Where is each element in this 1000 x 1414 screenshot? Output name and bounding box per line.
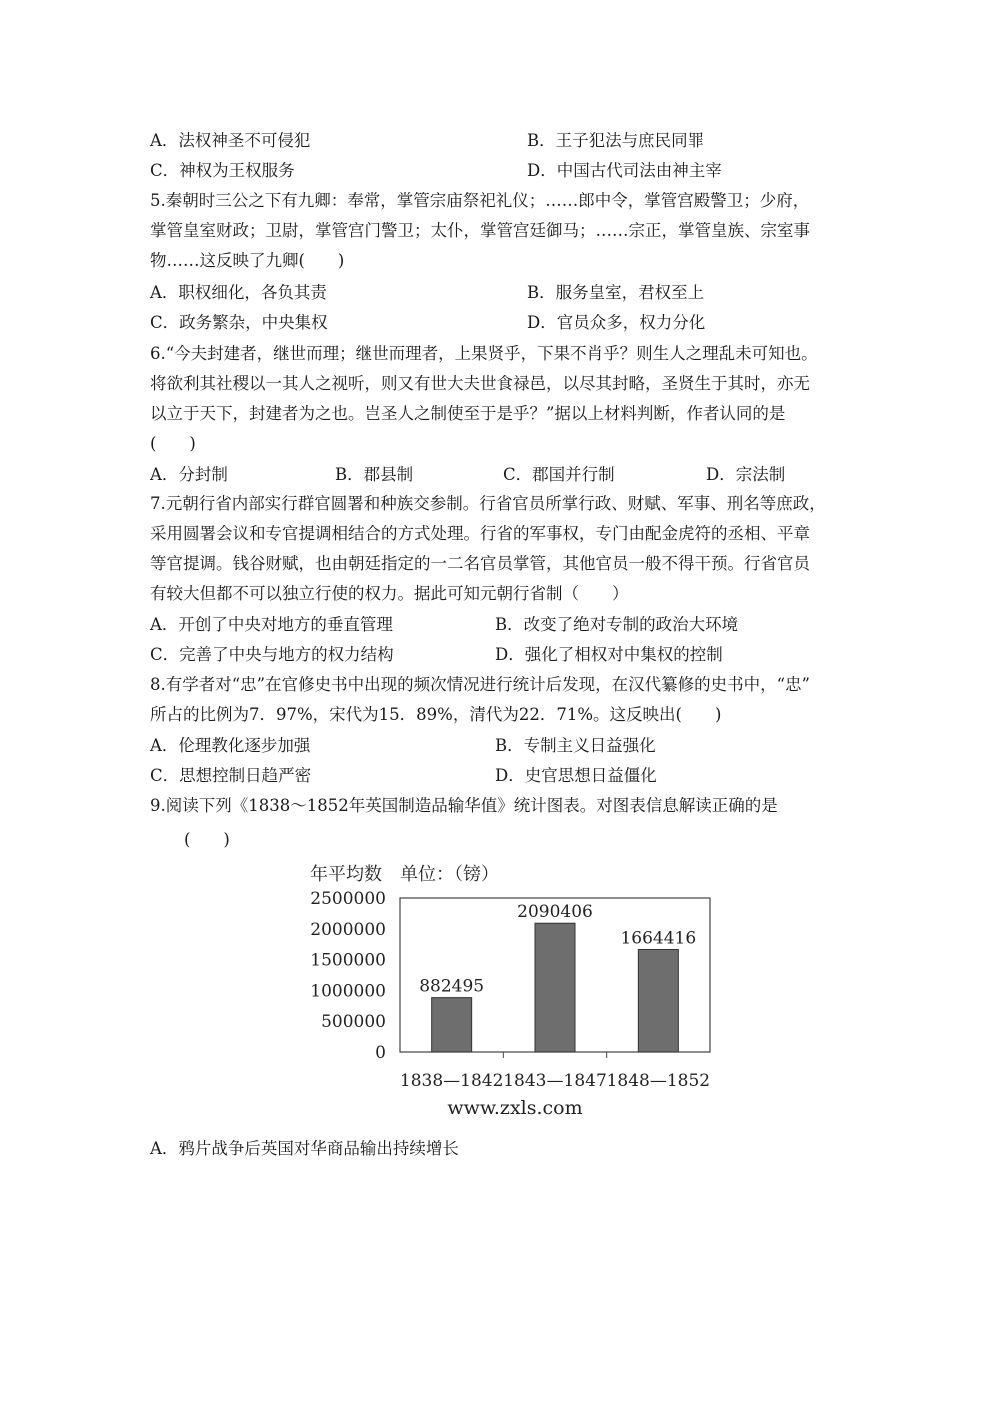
q6-stem-line-3: 以立于天下，封建者为之也。岂圣人之制使至于是乎？”据以上材料判断，作者认同的是 [150, 404, 786, 423]
q5-stem-line-3: 物……这反映了九卿( ) [150, 251, 345, 270]
bar [432, 998, 472, 1052]
q6-option-c[interactable]: C．郡国并行制 [503, 465, 615, 484]
q6-stem-line-4: ( ) [150, 434, 196, 453]
q7-stem-line-2: 采用圆署会议和专官提调相结合的方式处理。行省的军事权，专门由配金虎符的丞相、平章 [150, 524, 810, 543]
q7-stem-line-4: 有较大但都不可以独立行使的权力。据此可知元朝行省制（ ） [150, 584, 629, 603]
q6-option-b[interactable]: B．郡县制 [335, 465, 414, 484]
q6-option-d[interactable]: D．宗法制 [706, 465, 786, 484]
q5-stem-line-1: 5.秦朝时三公之下有九卿：奉常，掌管宗庙祭祀礼仪；……郎中令，掌管宫殿警卫；少府， [150, 191, 810, 210]
q7-stem-line-1: 7.元朝行省内部实行群官圆署和种族交参制。行省官员所掌行政、财赋、军事、刑名等庶政， [150, 494, 826, 513]
q8-option-d[interactable]: D．史官思想日益僵化 [495, 766, 657, 785]
y-tick-label: 2500000 [310, 889, 386, 909]
q6-option-a[interactable]: A．分封制 [150, 465, 228, 484]
bar-value-label: 1664416 [620, 928, 697, 949]
y-tick-label: 0 [375, 1043, 386, 1063]
q8-option-b[interactable]: B．专制主义日益强化 [495, 736, 656, 755]
q7-stem-line-3: 等官提调。钱谷财赋，也由朝廷指定的一二名官员掌管，其他官员一般不得干预。行省官员 [150, 554, 810, 573]
y-tick-label: 1000000 [310, 981, 386, 1002]
y-tick-label: 2000000 [310, 919, 386, 940]
x-tick-label: 1848—1852 [606, 1071, 711, 1091]
x-tick-label: 1843—1847 [503, 1071, 607, 1091]
q4-option-a[interactable]: A．法权神圣不可侵犯 [150, 131, 311, 150]
q6-stem-line-2: 将欲利其社稷以一其人之视听，则又有世大夫世食禄邑，以尽其封略，圣贤生于其时，亦无 [150, 374, 810, 393]
q7-option-d[interactable]: D．强化了相权对中集权的控制 [495, 645, 723, 664]
y-tick-label: 500000 [321, 1012, 386, 1033]
q8-option-a[interactable]: A．伦理教化逐步加强 [150, 736, 311, 755]
bar-chart-svg [300, 858, 730, 1123]
bar [535, 923, 575, 1052]
q4-option-c[interactable]: C．神权为王权服务 [150, 161, 295, 180]
q7-option-b[interactable]: B．改变了绝对专制的政治大环境 [495, 615, 739, 634]
export-value-chart [300, 858, 730, 1123]
bar [638, 949, 678, 1052]
x-tick-label: 1838—1842 [399, 1071, 504, 1091]
chart-title: 年平均数 单位：（镑） [310, 864, 499, 885]
q8-stem-line-1: 8.有学者对“忠”在官修史书中出现的频次情况进行统计后发现，在汉代纂修的史书中，“忠” [150, 675, 810, 694]
q9-option-a[interactable]: A．鸦片战争后英国对华商品输出持续增长 [150, 1139, 459, 1158]
q8-option-c[interactable]: C．思想控制日趋严密 [150, 766, 312, 785]
q4-option-d[interactable]: D．中国古代司法由神主宰 [527, 161, 722, 180]
q5-option-a[interactable]: A．职权细化，各负其责 [150, 283, 327, 302]
bar-value-label: 882495 [419, 976, 485, 997]
q5-stem-line-2: 掌管皇室财政；卫尉，掌管宫门警卫；太仆，掌管宫廷御马；……宗正，掌管皇族、宗室事 [150, 221, 810, 240]
q5-option-d[interactable]: D．官员众多，权力分化 [527, 313, 706, 332]
q5-option-c[interactable]: C．政务繁杂，中央集权 [150, 313, 328, 332]
q4-option-b[interactable]: B．王子犯法与庶民同罪 [527, 131, 705, 150]
q7-option-a[interactable]: A．开创了中央对地方的垂直管理 [150, 615, 393, 634]
y-tick-label: 1500000 [310, 950, 386, 971]
chart-source: www.zxls.com [447, 1097, 583, 1119]
q9-answer-paren: ( ) [184, 830, 230, 849]
q8-stem-line-2: 所占的比例为7．97%，宋代为15．89%，清代为22．71%。这反映出( ) [150, 705, 722, 724]
q9-stem-line-1: 9.阅读下列《1838～1852年英国制造品输华值》统计图表。对图表信息解读正确的是 [150, 796, 778, 815]
q7-option-c[interactable]: C．完善了中央与地方的权力结构 [150, 645, 394, 664]
q5-option-b[interactable]: B．服务皇室，君权至上 [527, 283, 705, 302]
bar-value-label: 2090406 [517, 902, 593, 923]
q6-stem-line-1: 6.“今夫封建者，继世而理；继世而理者，上果贤乎，下果不肖乎？则生人之理乱未可知也。 [150, 344, 818, 363]
